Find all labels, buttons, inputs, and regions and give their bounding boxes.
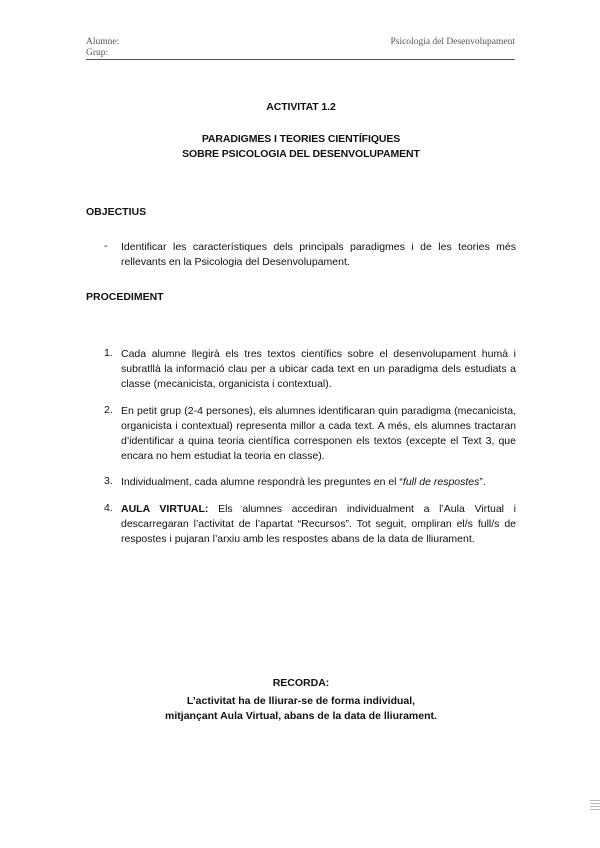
- page-corner-mark: [590, 800, 600, 816]
- reminder-line-1: L’activitat ha de lliurar-se de forma individual,: [186, 695, 416, 707]
- activity-title: ACTIVITAT 1.2: [266, 101, 336, 113]
- reminder-line-2: mitjançant Aula Virtual, abans de la data de lliurament.: [165, 710, 437, 722]
- item-text-start: Individualment, cada alumne respondrà les preguntes en el “: [121, 476, 403, 488]
- objectives-heading: OBJECTIUS: [86, 206, 147, 218]
- title-line-2: SOBRE PSICOLOGIA DEL DESENVOLUPAMENT: [182, 148, 420, 160]
- item-text-end: ”.: [479, 476, 486, 488]
- reminder-heading: RECORDA:: [272, 677, 330, 689]
- procedure-item-text: Cada alumne llegirà els tres textos científics sobre el desenvolupament humà i subratllà la informació clau per a ubicar cada text en un paradigma dels estudiats a classe (mecanicista, organicista i contextual).: [121, 348, 516, 390]
- page-header: [86, 37, 515, 60]
- procedure-item-number: 3.: [104, 475, 113, 487]
- procedure-item-number: 2.: [104, 404, 113, 416]
- procedure-item-text: En petit grup (2-4 persones), els alumnes identificaran quin paradigma (mecanicista, organicista i contextual) representa millor a cada text. A més, els alumnes tractaran d’identificar a quina teoria científica corresponen els textos (excepte el Text 3, que encara no hem estudiat la teoria en classe).: [121, 405, 516, 462]
- objective-bullet: -: [104, 240, 108, 252]
- procedure-item-text: [121, 502, 516, 547]
- title-line-1: PARADIGMES I TEORIES CIENTÍFIQUES: [201, 133, 401, 145]
- objective-text: Identificar les característiques dels principals paradigmes i de les teories més rellevants en la Psicologia del Desenvolupament.: [121, 241, 516, 268]
- aula-virtual-label: AULA VIRTUAL:: [121, 503, 209, 515]
- student-info: [86, 37, 119, 59]
- procedure-heading: PROCEDIMENT: [86, 291, 164, 303]
- subject-name: Psicologia del Desenvolupament: [390, 37, 515, 47]
- student-label: Alumne:: [86, 37, 120, 47]
- procedure-item-number: 4.: [104, 502, 113, 514]
- answer-sheet-term: full de respostes: [402, 476, 480, 488]
- procedure-item-text: [121, 475, 516, 490]
- group-label: Grup:: [86, 48, 109, 58]
- procedure-item-number: 1.: [104, 347, 113, 359]
- aula-virtual-text: Els alumnes accediran individualment a l’Aula Virtual i descarregaran l’activitat de l’apartat “Recursos”. Tot seguit, ompliran el/s full/s de respostes i pujaran l’arxiu amb les respostes abans de la data de lliurament.: [121, 503, 516, 545]
